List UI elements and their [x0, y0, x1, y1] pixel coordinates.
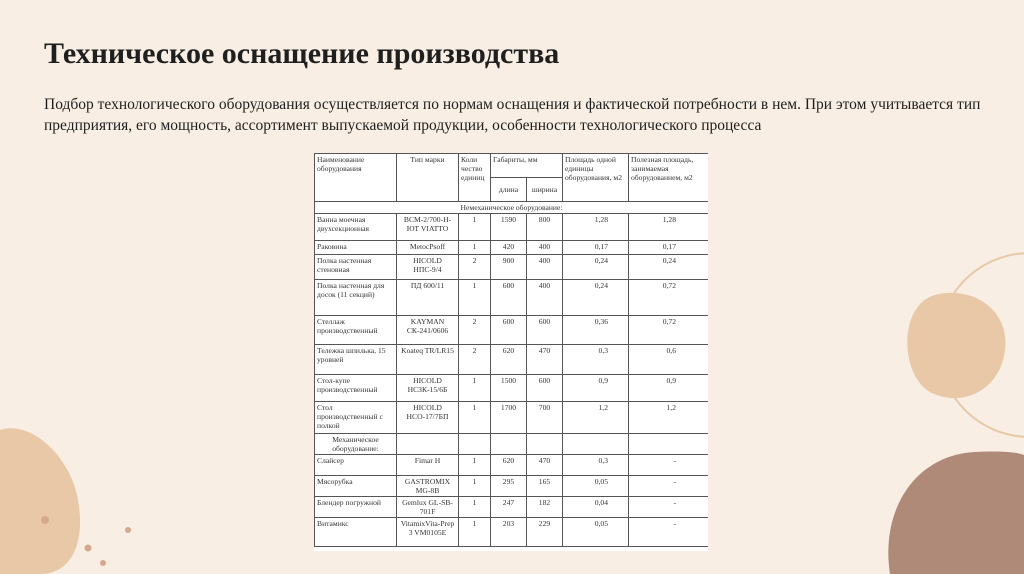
- table-row: [315, 345, 709, 375]
- cell-width: 600: [527, 375, 563, 402]
- cell-name: Полка настенная стеновная: [315, 255, 397, 280]
- cell-name: Раковина: [315, 241, 397, 255]
- cell-length: 620: [491, 345, 527, 375]
- cell-width: 400: [527, 280, 563, 316]
- table-row: [315, 497, 709, 518]
- section-row: [315, 202, 709, 214]
- cell-total: 1,2: [629, 402, 709, 434]
- cell-brand: GASTROMIX MG-8B: [397, 476, 459, 497]
- cell-width: 400: [527, 241, 563, 255]
- cell-area: 0,17: [563, 241, 629, 255]
- empty-cell: [629, 434, 709, 455]
- cell-width: 600: [527, 316, 563, 345]
- cell-qty: 1: [459, 214, 491, 241]
- cell-name: Мясорубка: [315, 476, 397, 497]
- cell-total: -: [629, 476, 709, 497]
- table-row: [315, 375, 709, 402]
- table-row: [315, 214, 709, 241]
- cell-total: 0,9: [629, 375, 709, 402]
- header-brand: Тип марки: [397, 154, 459, 202]
- cell-name: Полка настенная для досок (11 секций): [315, 280, 397, 316]
- cell-brand: HICOLD НСЗК-15/6Б: [397, 375, 459, 402]
- section-mech: Механическое оборудование:: [315, 434, 397, 455]
- cell-length: 620: [491, 455, 527, 476]
- cell-total: 0,17: [629, 241, 709, 255]
- cell-width: 400: [527, 255, 563, 280]
- cell-name: Стол-купе производственный: [315, 375, 397, 402]
- intro-paragraph: Подбор технологического оборудования осуществляется по нормам оснащения и фактической потребности в нем. При этом учитывается тип предприятия, его мощность, ассортимент выпускаемой продукции, особенности технологического процесса: [44, 96, 981, 134]
- cell-width: 700: [527, 402, 563, 434]
- cell-brand: VitamixVita-Prep 3 VM0105E: [397, 518, 459, 547]
- slide-title: Техническое оснащение производства: [44, 37, 560, 70]
- cell-name: Блендер погружной: [315, 497, 397, 518]
- left-dot: [85, 545, 92, 552]
- section-row: [315, 434, 709, 455]
- cell-total: 0,72: [629, 316, 709, 345]
- cell-area: 0,24: [563, 280, 629, 316]
- cell-total: 0,72: [629, 280, 709, 316]
- cell-brand: MetocPsoff: [397, 241, 459, 255]
- header-qty: Коли чество единиц: [459, 154, 491, 202]
- cell-brand: Fimar H: [397, 455, 459, 476]
- cell-length: 1700: [491, 402, 527, 434]
- cell-area: 0,3: [563, 455, 629, 476]
- cell-qty: 2: [459, 255, 491, 280]
- equipment-table-image: [314, 153, 708, 551]
- cell-total: -: [629, 518, 709, 547]
- cell-length: 900: [491, 255, 527, 280]
- header-area-total: Полезная площадь, занимаемая оборудованием, м2: [629, 154, 709, 202]
- cell-total: 0,24: [629, 255, 709, 280]
- cell-brand: KAYMAN СК-241/0606: [397, 316, 459, 345]
- cell-qty: 1: [459, 280, 491, 316]
- cell-total: 1,28: [629, 214, 709, 241]
- table-row: [315, 241, 709, 255]
- cell-qty: 1: [459, 402, 491, 434]
- cell-length: 420: [491, 241, 527, 255]
- empty-cell: [491, 434, 527, 455]
- cell-width: 470: [527, 345, 563, 375]
- cell-width: 182: [527, 497, 563, 518]
- cell-brand: ПД 600/11: [397, 280, 459, 316]
- empty-cell: [397, 434, 459, 455]
- cell-length: 247: [491, 497, 527, 518]
- table-row: [315, 316, 709, 345]
- cell-total: 0,6: [629, 345, 709, 375]
- cell-width: 229: [527, 518, 563, 547]
- cell-length: 295: [491, 476, 527, 497]
- empty-cell: [527, 434, 563, 455]
- cell-brand: Koateq TR/LR15: [397, 345, 459, 375]
- table-row: [315, 476, 709, 497]
- cell-area: 0,36: [563, 316, 629, 345]
- cell-width: 470: [527, 455, 563, 476]
- cell-qty: 2: [459, 345, 491, 375]
- table-row: [315, 455, 709, 476]
- cell-width: 165: [527, 476, 563, 497]
- cell-qty: 1: [459, 497, 491, 518]
- right-brown-blob: [888, 452, 1024, 574]
- cell-brand: HICOLD НПС-9/4: [397, 255, 459, 280]
- cell-area: 1,2: [563, 402, 629, 434]
- cell-brand: Gemlux GL-SB-701F: [397, 497, 459, 518]
- empty-cell: [459, 434, 491, 455]
- cell-total: -: [629, 455, 709, 476]
- cell-name: Витамикс: [315, 518, 397, 547]
- table-row: [315, 402, 709, 434]
- cell-brand: ВСМ-2/700-Н-ЮТ VIATTO: [397, 214, 459, 241]
- cell-total: -: [629, 497, 709, 518]
- cell-width: 800: [527, 214, 563, 241]
- empty-cell: [563, 434, 629, 455]
- cell-brand: HICOLD НСО-17/7БП: [397, 402, 459, 434]
- right-tan-blob: [907, 293, 1005, 398]
- cell-area: 0,05: [563, 476, 629, 497]
- cell-name: Слайсер: [315, 455, 397, 476]
- cell-qty: 1: [459, 518, 491, 547]
- cell-area: 0,04: [563, 497, 629, 518]
- table-row: [315, 255, 709, 280]
- table-row: [315, 518, 709, 547]
- section-nonmech: Немеханическое оборудование:: [315, 202, 709, 214]
- cell-length: 600: [491, 280, 527, 316]
- cell-area: 1,28: [563, 214, 629, 241]
- cell-area: 0,9: [563, 375, 629, 402]
- cell-length: 1590: [491, 214, 527, 241]
- cell-length: 203: [491, 518, 527, 547]
- equipment-table: [314, 153, 708, 547]
- cell-qty: 1: [459, 375, 491, 402]
- left-dot: [41, 516, 49, 524]
- left-dot: [125, 527, 131, 533]
- cell-qty: 1: [459, 476, 491, 497]
- cell-name: Стол производственный с полкой: [315, 402, 397, 434]
- cell-area: 0,05: [563, 518, 629, 547]
- header-dims: Габариты, мм: [491, 154, 563, 178]
- cell-length: 1500: [491, 375, 527, 402]
- cell-name: Тележка шпилька, 15 уровней: [315, 345, 397, 375]
- cell-length: 600: [491, 316, 527, 345]
- header-width: ширина: [527, 178, 563, 202]
- cell-qty: 2: [459, 316, 491, 345]
- header-name: Наименование оборудования: [315, 154, 397, 202]
- cell-name: Стеллаж производственный: [315, 316, 397, 345]
- table-header-row: [315, 154, 709, 178]
- left-blob: [0, 428, 80, 574]
- left-dot: [100, 560, 106, 566]
- cell-qty: 1: [459, 241, 491, 255]
- table-row: [315, 280, 709, 316]
- cell-qty: 1: [459, 455, 491, 476]
- header-length: длина: [491, 178, 527, 202]
- cell-name: Ванна моечная двухсекционная: [315, 214, 397, 241]
- cell-area: 0,24: [563, 255, 629, 280]
- header-area-unit: Площадь одной единицы оборудования, м2: [563, 154, 629, 202]
- cell-area: 0,3: [563, 345, 629, 375]
